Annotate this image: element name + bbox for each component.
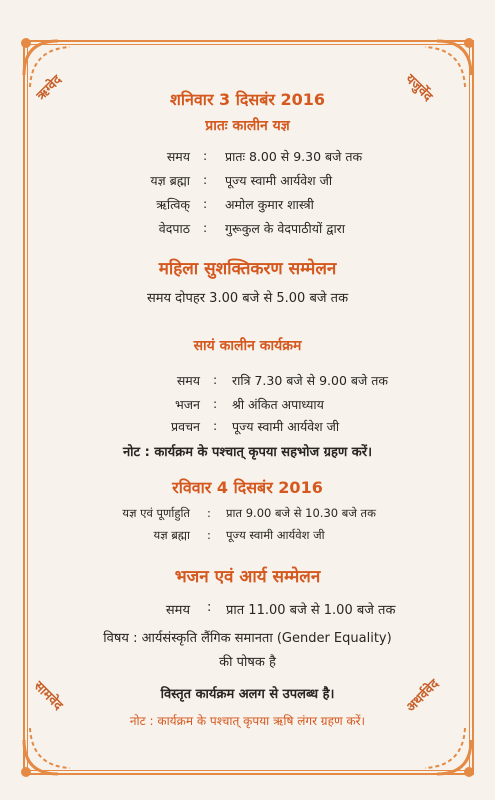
subject-continuation: की पोषक है	[219, 655, 276, 670]
day2-date: रविवार 4 दिसबंर 2016	[172, 478, 323, 497]
morning-title: प्रातः कालीन यज्ञ	[205, 118, 290, 134]
day2-note: नोट : कार्यक्रम के पश्चात् कृपया ऋषि लंगर ग्रहण करें।	[129, 714, 366, 728]
women-time: समय दोपहर 3.00 बजे से 5.00 बजे तक	[146, 291, 349, 306]
bhajan-title: भजन एवं आर्य सम्मेलन	[174, 567, 321, 587]
day1-date: शनिवार 3 दिसबंर 2016	[170, 90, 325, 109]
corner-label-atharvaveda: अथर्ववेद	[403, 676, 443, 716]
corner-label-samaveda: सामवेद	[30, 678, 66, 714]
evening-title: सायं कालीन कार्यक्रम	[193, 338, 302, 354]
invitation-card: ऋग्वेद यजुर्वेद सामवेद अथर्ववेद शनिवार 3 दिसबंर 2016 प्रातः कालीन यज्ञ समय : प्रातः 8.00 से 9.30 बजे तक यज्ञ ब्रह्मा : पूज्य स्वामी आर्यवेश जी ऋत्विक् : अमोल कुमार शास्त्री वेदपाठ : गुरूकुल के वेदपाठीयों द्वारा महिला सुशक्तिकरण सम्मेलन समय दोपहर 3.00 बजे से 5.00 बजे तक सायं कालीन कार्यक्रम समय : रात्रि 7.30 बजे से 9.00 बजे तक भजन : श्री अंकित अपाध्याय प्रवचन : पूज्य स्वामी आर्यवेश जी नोट : कार्यक्रम के पश्चात् कृपया सहभोज ग्रहण करें। रविवार 4 दिसबंर 2016 यज्ञ एवं पूर्णाहुति : प्रात 9.00 बजे से 10.30 बजे तक यज्ञ ब्रह्मा : पूज्य स्वामी आर्यवेश जी भजन एवं आर्य सम्मेलन समय : प्रात 11.00 बजे से 1.00 बजे तक विषय : आर्यसंस्कृति लैंगिक समानता (Gender Equality) की पोषक है विस्तृत कार्यक्रम अलग से उपलब्ध है। नोट : कार्यक्रम के पश्चात् कृपया ऋषि लंगर ग्रहण करें।	[0, 0, 495, 800]
details-available: विस्तृत कार्यक्रम अलग से उपलब्ध है।	[160, 687, 335, 702]
corner-ornament-bottom-right-icon	[417, 720, 477, 780]
day1-note: नोट : कार्यक्रम के पश्चात् कृपया सहभोज ग्रहण करें।	[122, 445, 373, 460]
corner-ornament-bottom-left-icon	[18, 720, 78, 780]
women-title: महिला सुशक्तिकरण सम्मेलन	[158, 259, 337, 279]
corner-label-rigveda: ऋग्वेद	[33, 72, 66, 104]
corner-label-yajurveda: यजुर्वेद	[402, 71, 435, 105]
subject-line: विषय : आर्यसंस्कृति लैंगिक समानता (Gender Equality)	[103, 631, 392, 646]
